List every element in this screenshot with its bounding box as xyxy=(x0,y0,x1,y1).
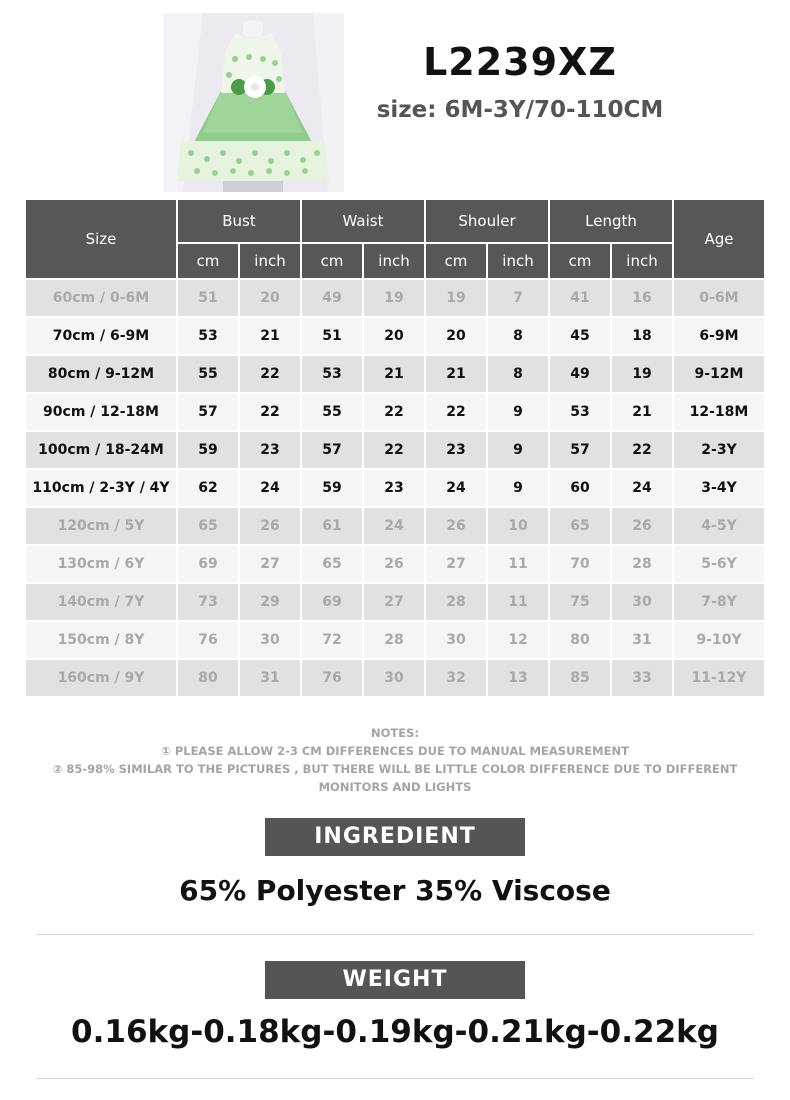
cell-length-in: 22 xyxy=(612,432,672,468)
header-waist-cm: cm xyxy=(302,244,362,278)
cell-bust-in: 22 xyxy=(240,394,300,430)
header-length-inch: inch xyxy=(612,244,672,278)
cell-age: 6-9M xyxy=(674,318,764,354)
cell-size: 70cm / 6-9M xyxy=(26,318,176,354)
cell-bust-in: 23 xyxy=(240,432,300,468)
cell-shoulder-cm: 30 xyxy=(426,622,486,658)
cell-waist-cm: 65 xyxy=(302,546,362,582)
header-shoulder: Shouler xyxy=(426,200,548,242)
cell-bust-cm: 62 xyxy=(178,470,238,506)
cell-waist-in: 21 xyxy=(364,356,424,392)
cell-length-cm: 60 xyxy=(550,470,610,506)
cell-length-cm: 75 xyxy=(550,584,610,620)
cell-age: 0-6M xyxy=(674,280,764,316)
header-length: Length xyxy=(550,200,672,242)
cell-shoulder-cm: 27 xyxy=(426,546,486,582)
cell-length-in: 19 xyxy=(612,356,672,392)
cell-waist-in: 30 xyxy=(364,660,424,696)
cell-age: 3-4Y xyxy=(674,470,764,506)
header-size: Size xyxy=(26,200,176,278)
cell-waist-in: 28 xyxy=(364,622,424,658)
cell-length-cm: 80 xyxy=(550,622,610,658)
cell-shoulder-in: 13 xyxy=(488,660,548,696)
cell-age: 12-18M xyxy=(674,394,764,430)
table-row xyxy=(26,318,764,354)
cell-bust-cm: 65 xyxy=(178,508,238,544)
cell-waist-in: 27 xyxy=(364,584,424,620)
header-age: Age xyxy=(674,200,764,278)
cell-bust-in: 24 xyxy=(240,470,300,506)
header-bust-inch: inch xyxy=(240,244,300,278)
cell-waist-in: 19 xyxy=(364,280,424,316)
cell-age: 7-8Y xyxy=(674,584,764,620)
cell-shoulder-cm: 26 xyxy=(426,508,486,544)
cell-length-cm: 45 xyxy=(550,318,610,354)
header-shoulder-cm: cm xyxy=(426,244,486,278)
cell-waist-cm: 69 xyxy=(302,584,362,620)
cell-size: 90cm / 12-18M xyxy=(26,394,176,430)
cell-size: 60cm / 0-6M xyxy=(26,280,176,316)
cell-waist-in: 22 xyxy=(364,394,424,430)
cell-bust-cm: 76 xyxy=(178,622,238,658)
cell-size: 150cm / 8Y xyxy=(26,622,176,658)
cell-shoulder-cm: 21 xyxy=(426,356,486,392)
note-2: ② 85-98% SIMILAR TO THE PICTURES , BUT THERE WILL BE LITTLE COLOR DIFFERENCE DUE TO DIFFERENT MONITORS AND LIGHTS xyxy=(52,762,738,794)
weight-value: 0.16kg-0.18kg-0.19kg-0.21kg-0.22kg xyxy=(71,1014,719,1050)
cell-waist-in: 23 xyxy=(364,470,424,506)
cell-waist-cm: 55 xyxy=(302,394,362,430)
table-row xyxy=(26,622,764,658)
table-row xyxy=(26,280,764,316)
table-row xyxy=(26,470,764,506)
cell-waist-cm: 51 xyxy=(302,318,362,354)
cell-length-cm: 65 xyxy=(550,508,610,544)
cell-shoulder-in: 8 xyxy=(488,356,548,392)
cell-length-cm: 49 xyxy=(550,356,610,392)
cell-length-in: 28 xyxy=(612,546,672,582)
notes xyxy=(30,724,760,796)
size-chart-table xyxy=(24,198,766,698)
cell-length-in: 30 xyxy=(612,584,672,620)
note-1: ① PLEASE ALLOW 2-3 CM DIFFERENCES DUE TO MANUAL MEASUREMENT xyxy=(161,744,629,758)
cell-bust-in: 22 xyxy=(240,356,300,392)
cell-size: 160cm / 9Y xyxy=(26,660,176,696)
cell-shoulder-cm: 22 xyxy=(426,394,486,430)
cell-shoulder-in: 9 xyxy=(488,394,548,430)
cell-bust-cm: 55 xyxy=(178,356,238,392)
cell-shoulder-in: 10 xyxy=(488,508,548,544)
cell-bust-in: 29 xyxy=(240,584,300,620)
cell-length-in: 24 xyxy=(612,470,672,506)
cell-length-cm: 70 xyxy=(550,546,610,582)
cell-age: 2-3Y xyxy=(674,432,764,468)
cell-waist-in: 24 xyxy=(364,508,424,544)
cell-shoulder-in: 7 xyxy=(488,280,548,316)
cell-length-cm: 41 xyxy=(550,280,610,316)
cell-waist-cm: 49 xyxy=(302,280,362,316)
cell-bust-in: 26 xyxy=(240,508,300,544)
cell-age: 9-12M xyxy=(674,356,764,392)
cell-age: 11-12Y xyxy=(674,660,764,696)
cell-length-in: 31 xyxy=(612,622,672,658)
cell-size: 100cm / 18-24M xyxy=(26,432,176,468)
cell-size: 140cm / 7Y xyxy=(26,584,176,620)
cell-length-in: 16 xyxy=(612,280,672,316)
header-length-cm: cm xyxy=(550,244,610,278)
table-row xyxy=(26,660,764,696)
cell-length-in: 26 xyxy=(612,508,672,544)
table-row xyxy=(26,432,764,468)
cell-length-in: 21 xyxy=(612,394,672,430)
ingredient-banner: INGREDIENT xyxy=(265,818,525,856)
header-shoulder-inch: inch xyxy=(488,244,548,278)
ingredient-value: 65% Polyester 35% Viscose xyxy=(179,874,611,907)
cell-size: 130cm / 6Y xyxy=(26,546,176,582)
cell-waist-cm: 76 xyxy=(302,660,362,696)
cell-waist-cm: 57 xyxy=(302,432,362,468)
header-waist: Waist xyxy=(302,200,424,242)
cell-waist-cm: 72 xyxy=(302,622,362,658)
cell-shoulder-in: 11 xyxy=(488,584,548,620)
table-row xyxy=(26,508,764,544)
cell-bust-cm: 53 xyxy=(178,318,238,354)
cell-size: 80cm / 9-12M xyxy=(26,356,176,392)
cell-shoulder-cm: 24 xyxy=(426,470,486,506)
table-row xyxy=(26,356,764,392)
cell-waist-in: 20 xyxy=(364,318,424,354)
cell-age: 4-5Y xyxy=(674,508,764,544)
size-chart-header xyxy=(26,200,764,278)
notes-title: NOTES: xyxy=(371,726,419,740)
cell-waist-cm: 61 xyxy=(302,508,362,544)
divider xyxy=(36,934,754,935)
header-bust: Bust xyxy=(178,200,300,242)
cell-shoulder-cm: 23 xyxy=(426,432,486,468)
cell-length-cm: 85 xyxy=(550,660,610,696)
cell-length-cm: 53 xyxy=(550,394,610,430)
cell-shoulder-in: 11 xyxy=(488,546,548,582)
cell-age: 9-10Y xyxy=(674,622,764,658)
cell-size: 110cm / 2-3Y / 4Y xyxy=(26,470,176,506)
product-code: L2239XZ xyxy=(423,40,617,84)
cell-bust-in: 31 xyxy=(240,660,300,696)
divider xyxy=(36,1078,754,1079)
cell-bust-in: 21 xyxy=(240,318,300,354)
cell-shoulder-cm: 32 xyxy=(426,660,486,696)
dress-illustration xyxy=(163,13,344,192)
table-row xyxy=(26,546,764,582)
cell-bust-cm: 59 xyxy=(178,432,238,468)
cell-age: 5-6Y xyxy=(674,546,764,582)
cell-length-in: 33 xyxy=(612,660,672,696)
cell-waist-cm: 59 xyxy=(302,470,362,506)
cell-shoulder-in: 8 xyxy=(488,318,548,354)
cell-bust-cm: 57 xyxy=(178,394,238,430)
header-bust-cm: cm xyxy=(178,244,238,278)
table-row xyxy=(26,394,764,430)
cell-bust-in: 20 xyxy=(240,280,300,316)
cell-shoulder-cm: 20 xyxy=(426,318,486,354)
cell-length-cm: 57 xyxy=(550,432,610,468)
cell-shoulder-in: 12 xyxy=(488,622,548,658)
cell-bust-cm: 51 xyxy=(178,280,238,316)
header-waist-inch: inch xyxy=(364,244,424,278)
cell-size: 120cm / 5Y xyxy=(26,508,176,544)
cell-waist-in: 22 xyxy=(364,432,424,468)
cell-waist-in: 26 xyxy=(364,546,424,582)
cell-bust-in: 30 xyxy=(240,622,300,658)
cell-bust-cm: 73 xyxy=(178,584,238,620)
cell-bust-cm: 80 xyxy=(178,660,238,696)
weight-banner: WEIGHT xyxy=(265,961,525,999)
cell-shoulder-cm: 19 xyxy=(426,280,486,316)
cell-bust-in: 27 xyxy=(240,546,300,582)
product-photo xyxy=(163,13,344,192)
cell-bust-cm: 69 xyxy=(178,546,238,582)
cell-shoulder-in: 9 xyxy=(488,470,548,506)
table-row xyxy=(26,584,764,620)
cell-waist-cm: 53 xyxy=(302,356,362,392)
cell-length-in: 18 xyxy=(612,318,672,354)
cell-shoulder-cm: 28 xyxy=(426,584,486,620)
size-range: size: 6M-3Y/70-110CM xyxy=(376,97,664,123)
size-chart-body xyxy=(26,280,764,696)
cell-shoulder-in: 9 xyxy=(488,432,548,468)
